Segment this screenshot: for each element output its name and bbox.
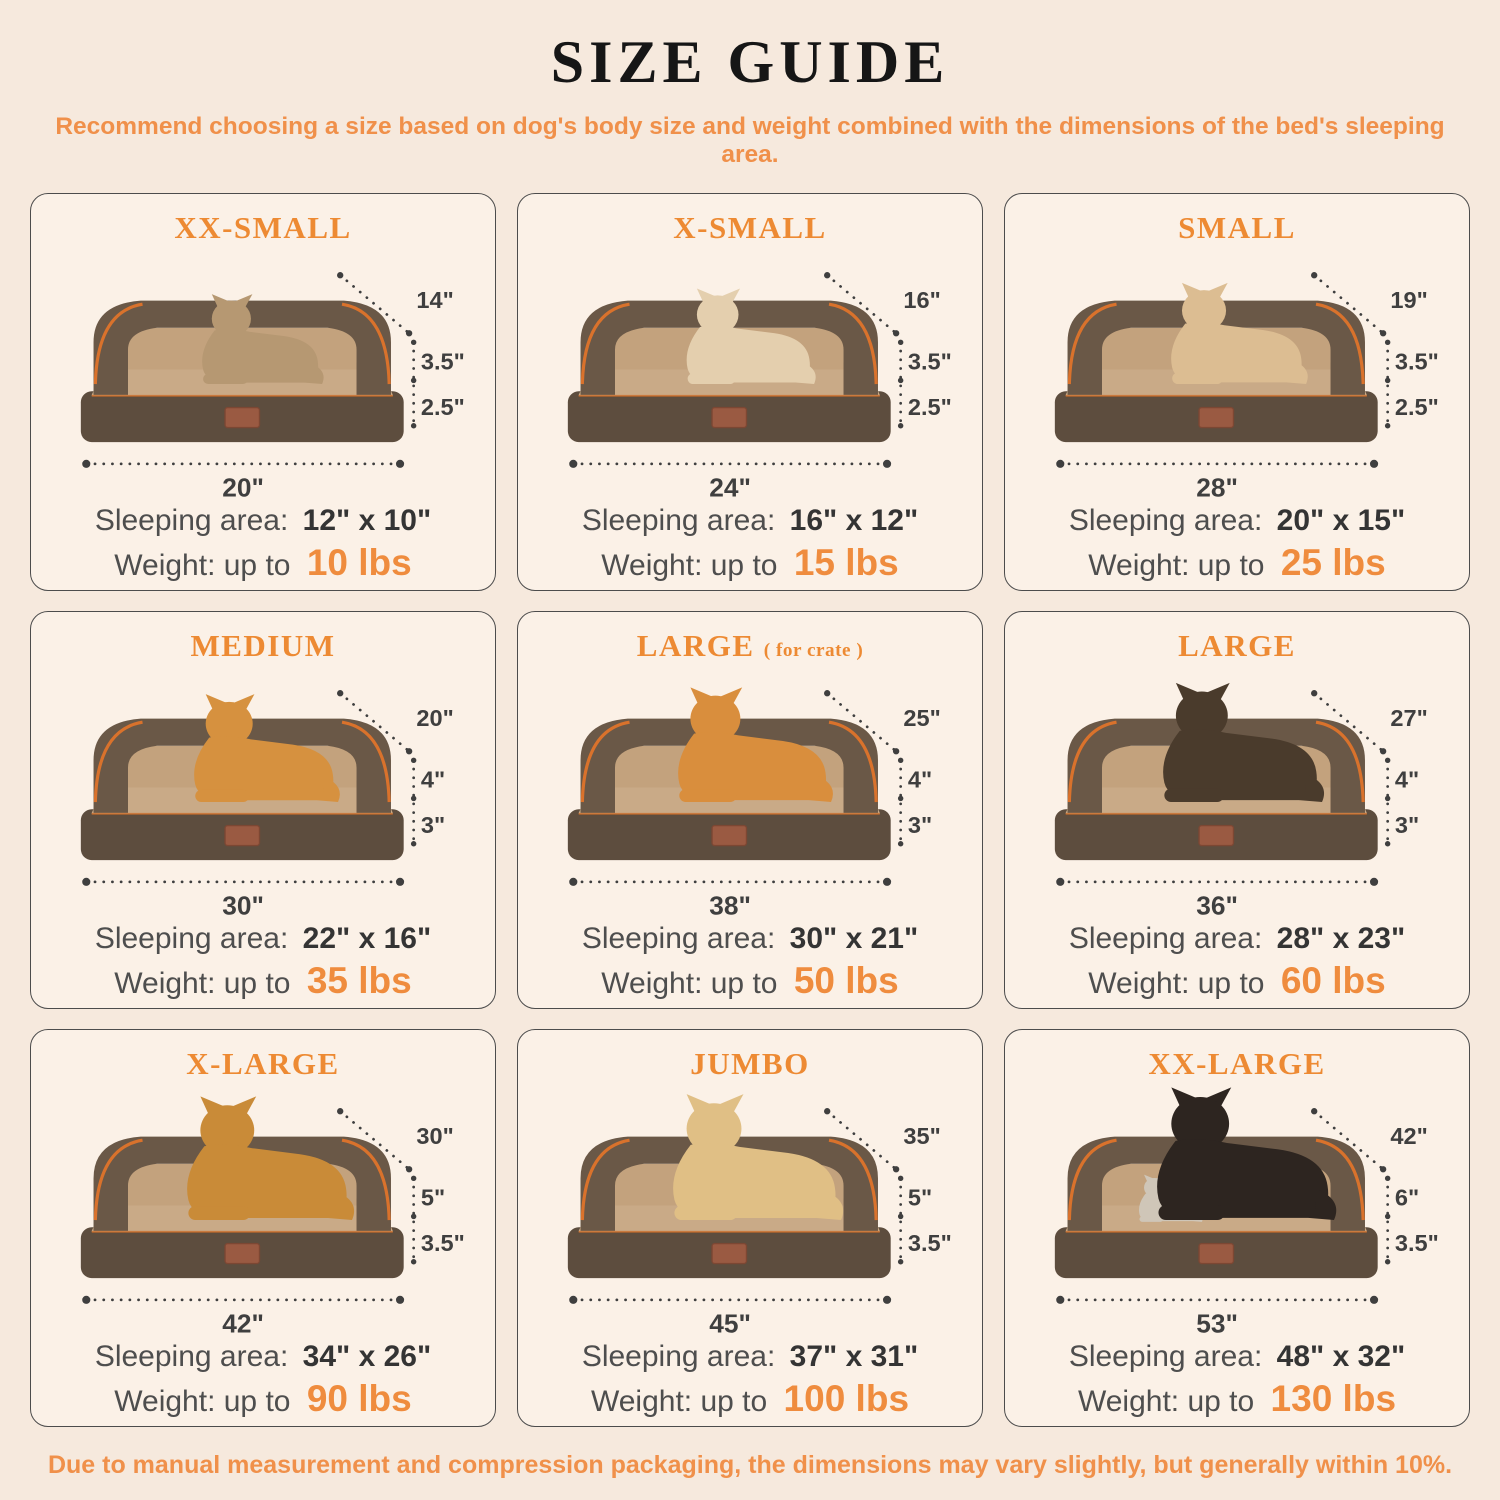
weight-label: Weight: up to [114,548,291,582]
width-dimension-label: 30" [222,890,264,921]
size-card [517,193,983,591]
width-dimension-label: 42" [222,1308,264,1339]
upper-height-dimension-label: 4" [420,766,446,793]
lower-height-dimension-label: 3.5" [420,1229,465,1256]
size-name: JUMBO [690,1046,810,1081]
sleeping-area-label: Sleeping area: [1068,503,1263,537]
size-cards-grid [30,193,1470,1427]
size-card-title [528,628,972,664]
weight-value: 10 lbs [306,541,412,583]
diagonal-dimension-label: 16" [903,286,941,313]
size-card [517,611,983,1009]
lower-height-dimension [411,1222,465,1265]
sleeping-area-line [1015,1340,1459,1374]
size-card-title [1015,210,1459,246]
diagonal-dimension-label: 35" [903,1122,941,1149]
sleeping-area-line [1015,922,1459,956]
width-dimension-label: 36" [1196,890,1238,921]
sleeping-area-label: Sleeping area: [94,503,289,537]
width-dimension [82,878,404,921]
upper-height-dimension [898,340,952,384]
diagonal-dimension-label: 25" [903,704,941,731]
width-dimension [82,460,404,503]
weight-value: 100 lbs [783,1377,910,1419]
upper-height-dimension-label: 6" [1394,1184,1420,1211]
weight-value: 50 lbs [793,959,899,1001]
dog-bed-illustration [50,666,476,922]
sleeping-area-value: 34" x 26" [302,1339,432,1373]
dog-bed-illustration [1024,248,1450,504]
size-suffix: ( for crate ) [763,640,864,661]
sleeping-area-label: Sleeping area: [94,921,289,955]
width-dimension-label: 20" [222,472,264,503]
width-dimension [569,460,891,503]
page-subtitle: Recommend choosing a size based on dog's body size and weight combined with the dimensions of the bed's sleeping area. [55,113,1445,168]
lower-height-dimension [411,804,445,847]
lower-height-dimension-label: 3" [420,811,446,838]
width-dimension [569,878,891,921]
size-card [30,1029,496,1427]
lower-height-dimension-label: 2.5" [907,393,952,420]
sleeping-area-line [41,504,485,538]
dog-bed-illustration [50,248,476,504]
size-card [30,193,496,591]
dog-bed-illustration [1024,1084,1450,1340]
upper-height-dimension-label: 5" [420,1184,446,1211]
lower-height-dimension-label: 3" [1394,811,1420,838]
sleeping-area-value: 12" x 10" [302,503,432,537]
sleeping-area-value: 20" x 15" [1276,503,1406,537]
sleeping-area-label: Sleeping area: [581,1339,776,1373]
weight-value: 15 lbs [793,541,899,583]
size-name: LARGE [1178,628,1296,663]
weight-label: Weight: up to [1077,1384,1255,1418]
size-name: LARGE [636,628,755,663]
lower-height-dimension [411,386,465,429]
size-name: SMALL [1178,210,1296,245]
upper-height-dimension [1385,340,1439,384]
upper-height-dimension [411,758,445,802]
size-card-title [528,1046,972,1082]
size-card [1004,1029,1470,1427]
size-card [30,611,496,1009]
weight-line [41,960,485,1002]
upper-height-dimension-label: 3.5" [420,348,465,375]
weight-label: Weight: up to [590,1384,768,1418]
width-dimension-label: 45" [709,1308,751,1339]
dog-bed-illustration [1024,666,1450,922]
lower-height-dimension-label: 3" [907,811,933,838]
sleeping-area-value: 22" x 16" [302,921,432,955]
sleeping-area-line [41,922,485,956]
size-card [1004,611,1470,1009]
upper-height-dimension-label: 4" [1394,766,1420,793]
width-dimension [1056,460,1378,503]
weight-value: 35 lbs [306,959,412,1001]
sleeping-area-value: 37" x 31" [789,1339,919,1373]
diagonal-dimension-label: 27" [1390,704,1428,731]
weight-line [41,1378,485,1420]
lower-height-dimension-label: 2.5" [1394,393,1439,420]
upper-height-dimension-label: 3.5" [907,348,952,375]
lower-height-dimension-label: 3.5" [1394,1229,1439,1256]
size-card-title [528,210,972,246]
size-name: MEDIUM [190,628,336,663]
page-title: SIZE GUIDE [550,29,950,95]
weight-line [1015,1378,1459,1420]
diagonal-dimension-label: 30" [416,1122,454,1149]
weight-line [528,960,972,1002]
width-dimension-label: 53" [1196,1308,1238,1339]
lower-height-dimension [898,804,932,847]
size-name: XX-LARGE [1148,1046,1326,1081]
upper-height-dimension [1385,758,1419,802]
weight-label: Weight: up to [1088,548,1265,582]
weight-line [41,542,485,584]
brand-tag [225,826,259,846]
sleeping-area-label: Sleeping area: [94,1339,289,1373]
weight-value: 60 lbs [1280,959,1386,1001]
dog-bed-illustration [537,1084,963,1340]
weight-label: Weight: up to [601,548,778,582]
weight-value: 25 lbs [1280,541,1386,583]
weight-value: 90 lbs [306,1377,412,1419]
upper-height-dimension [411,1176,445,1220]
dog-bed-illustration [537,248,963,504]
width-dimension-label: 38" [709,890,751,921]
sleeping-area-line [1015,504,1459,538]
width-dimension [1056,1296,1378,1339]
lower-height-dimension [898,1222,952,1265]
width-dimension [569,1296,891,1339]
brand-tag [225,408,259,428]
weight-value: 130 lbs [1270,1377,1397,1419]
upper-height-dimension [898,758,932,802]
page-footnote: Due to manual measurement and compression packaging, the dimensions may vary slightly, but generally within 10%. [47,1451,1453,1479]
brand-tag [1199,1244,1233,1264]
size-card-title [41,628,485,664]
sleeping-area-line [528,922,972,956]
brand-tag [1199,826,1233,846]
size-card-title [1015,628,1459,664]
weight-label: Weight: up to [114,1384,291,1418]
upper-height-dimension-label: 5" [907,1184,933,1211]
dog-bed-illustration [50,1084,476,1340]
upper-height-dimension-label: 4" [907,766,933,793]
brand-tag [225,1244,259,1264]
sleeping-area-value: 28" x 23" [1276,921,1406,955]
lower-height-dimension [898,386,952,429]
sleeping-area-label: Sleeping area: [1068,921,1263,955]
lower-height-dimension-label: 2.5" [420,393,465,420]
upper-height-dimension [898,1176,932,1220]
size-name: XX-SMALL [174,210,352,245]
brand-tag [712,408,746,428]
lower-height-dimension [1385,804,1419,847]
lower-height-dimension-label: 3.5" [907,1229,952,1256]
weight-label: Weight: up to [1088,966,1265,1000]
diagonal-dimension-label: 20" [416,704,454,731]
width-dimension [82,1296,404,1339]
weight-line [1015,960,1459,1002]
size-name: X-SMALL [673,210,827,245]
sleeping-area-label: Sleeping area: [1068,1339,1263,1373]
sleeping-area-value: 30" x 21" [789,921,919,955]
sleeping-area-line [41,1340,485,1374]
lower-height-dimension [1385,1222,1439,1265]
sleeping-area-label: Sleeping area: [581,921,776,955]
size-card [1004,193,1470,591]
weight-line [1015,542,1459,584]
dog-bed-illustration [537,666,963,922]
size-card [517,1029,983,1427]
sleeping-area-label: Sleeping area: [581,503,776,537]
weight-label: Weight: up to [601,966,778,1000]
weight-line [528,1378,972,1420]
size-card-title [41,210,485,246]
sleeping-area-line [528,1340,972,1374]
width-dimension [1056,878,1378,921]
sleeping-area-line [528,504,972,538]
size-card-title [1015,1046,1459,1082]
upper-height-dimension-label: 3.5" [1394,348,1439,375]
upper-height-dimension [1385,1176,1419,1220]
width-dimension-label: 28" [1196,472,1238,503]
sleeping-area-value: 48" x 32" [1276,1339,1406,1373]
weight-line [528,542,972,584]
size-name: X-LARGE [186,1046,340,1081]
diagonal-dimension-label: 14" [416,286,454,313]
weight-label: Weight: up to [114,966,291,1000]
sleeping-area-value: 16" x 12" [789,503,919,537]
width-dimension-label: 24" [709,472,751,503]
diagonal-dimension-label: 42" [1390,1122,1428,1149]
brand-tag [712,826,746,846]
brand-tag [1199,408,1233,428]
lower-height-dimension [1385,386,1439,429]
diagonal-dimension-label: 19" [1390,286,1428,313]
brand-tag [712,1244,746,1264]
size-card-title [41,1046,485,1082]
upper-height-dimension [411,340,465,384]
